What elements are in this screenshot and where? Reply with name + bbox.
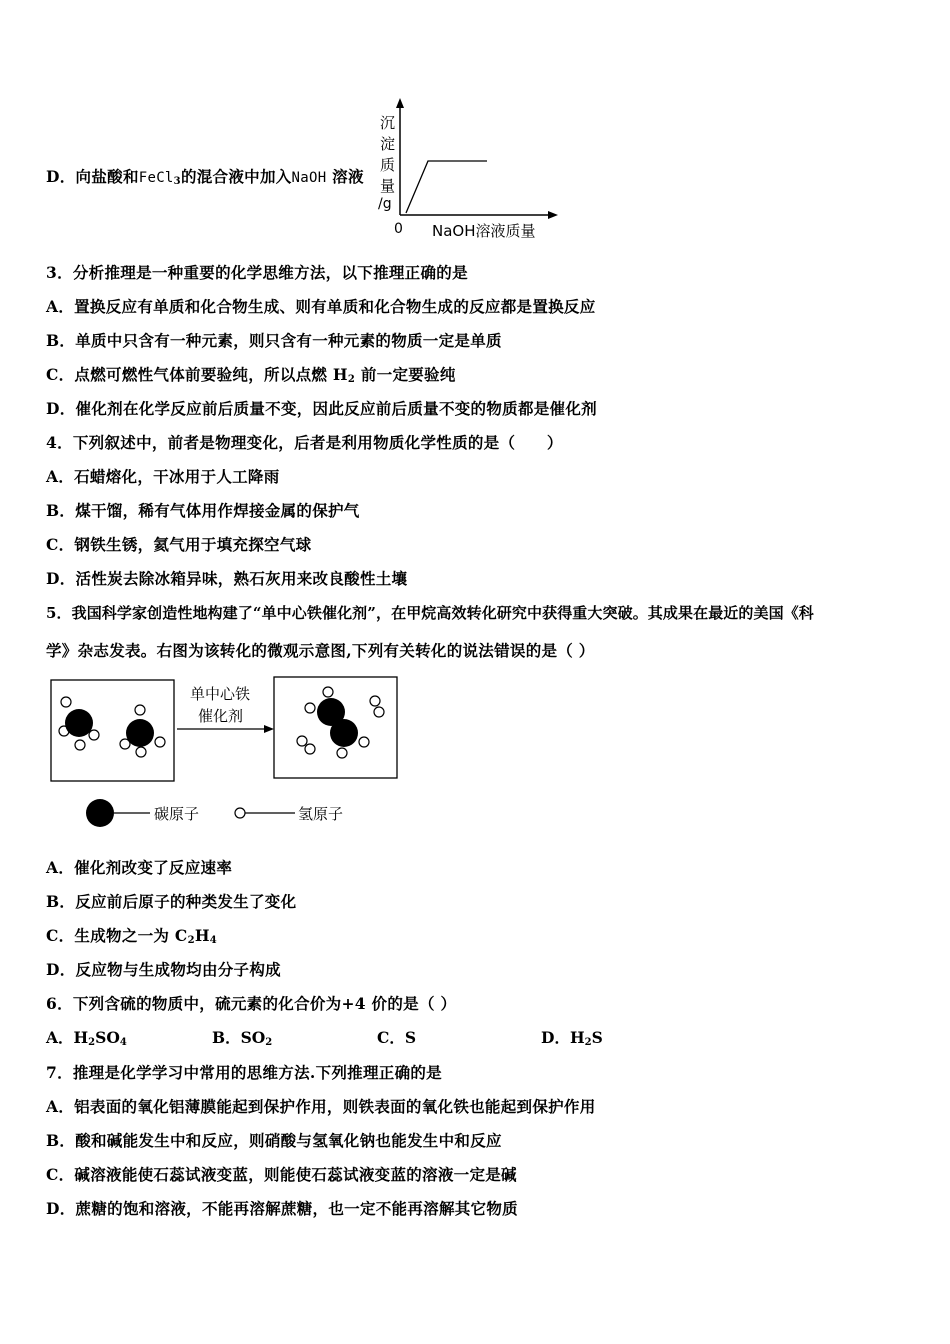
q2d-fecl-sub: 3 bbox=[173, 176, 181, 187]
q2d-naoh: NaOH bbox=[291, 170, 327, 186]
q6d-post: S bbox=[591, 1028, 603, 1047]
q2d-fecl: FeCl bbox=[138, 170, 174, 186]
q7-option-c: C．碱溶液能使石蕊试液变蓝，则能使石蕊试液变蓝的溶液一定是碱 bbox=[46, 1165, 517, 1184]
precipitate-graph bbox=[372, 95, 562, 245]
hydrogen-molecule-1 bbox=[370, 696, 384, 717]
q5-option-c bbox=[46, 924, 217, 946]
q2d-text-mid: 的混合液中加入 bbox=[180, 167, 292, 186]
graph-y-arrow bbox=[396, 98, 404, 108]
q4-option-b: B．煤干馏，稀有气体用作焊接金属的保护气 bbox=[46, 501, 360, 520]
q6a-sub1: 2 bbox=[88, 1037, 96, 1048]
legend-carbon-label: 碳原子 bbox=[154, 805, 200, 823]
methane-molecule-2 bbox=[120, 705, 165, 757]
q4-option-d: D．活性炭去除冰箱异味，熟石灰用来改良酸性土壤 bbox=[46, 569, 408, 588]
q5-option-a: A．催化剂改变了反应速率 bbox=[46, 858, 233, 877]
graph-curve bbox=[406, 161, 487, 213]
methane-molecule-1 bbox=[59, 697, 99, 750]
q2d-text-prefix: D．向盐酸和 bbox=[46, 167, 139, 186]
graph-x-arrow bbox=[548, 211, 558, 219]
q3-option-a: A．置换反应有单质和化合物生成、则有单质和化合物生成的反应都是置换反应 bbox=[46, 297, 596, 316]
reaction-arrow-head bbox=[264, 725, 274, 733]
q7-stem: 7．推理是化学学习中常用的思维方法.下列推理正确的是 bbox=[46, 1063, 442, 1082]
graph-ylabel-3: 质 bbox=[380, 156, 396, 174]
q5-option-b: B．反应前后原子的种类发生了变化 bbox=[46, 892, 297, 911]
q3-option-c bbox=[46, 363, 456, 385]
q5-stem-line1: 5．我国科学家创造性地构建了“单中心铁催化剂”，在甲烷高效转化研究中获得重大突破。其成果在最近的美国《科 bbox=[46, 604, 814, 622]
q7-option-a: A．铝表面的氧化铝薄膜能起到保护作用，则铁表面的氧化铁也能起到保护作用 bbox=[46, 1097, 596, 1116]
q5c-sub2: 4 bbox=[209, 935, 218, 946]
graph-ylabel-2: 淀 bbox=[380, 135, 396, 153]
q3-option-b: B．单质中只含有一种元素，则只含有一种元素的物质一定是单质 bbox=[46, 331, 502, 350]
q6a-mid: SO bbox=[95, 1028, 120, 1047]
q4-stem: 4．下列叙述中，前者是物理变化，后者是利用物质化学性质的是（ ） bbox=[46, 433, 563, 452]
q6-option-b bbox=[212, 1026, 272, 1048]
q5c-sub1: 2 bbox=[187, 935, 195, 946]
q3-option-d: D．催化剂在化学反应前后质量不变，因此反应前后质量不变的物质都是催化剂 bbox=[46, 399, 597, 418]
q4-option-a: A．石蜡熔化，干冰用于人工降雨 bbox=[46, 467, 280, 486]
graph-xlabel: NaOH溶液质量 bbox=[432, 222, 536, 240]
q3c-pre: C．点燃可燃性气体前要验纯，所以点燃 H bbox=[46, 365, 348, 384]
q6-option-d bbox=[541, 1026, 603, 1048]
legend-carbon-icon bbox=[86, 799, 114, 827]
arrow-label-1: 单中心铁 bbox=[190, 685, 251, 703]
reaction-diagram bbox=[50, 672, 410, 842]
q6-stem: 6．下列含硫的物质中，硫元素的化合价为+4 价的是（ ） bbox=[46, 994, 457, 1013]
q6a-pre: A．H bbox=[46, 1028, 89, 1047]
q7-option-b: B．酸和碱能发生中和反应，则硝酸与氢氧化钠也能发生中和反应 bbox=[46, 1131, 502, 1150]
legend-hydrogen-icon bbox=[235, 808, 245, 818]
arrow-label-2: 催化剂 bbox=[198, 707, 244, 725]
q2-option-d bbox=[46, 165, 364, 187]
graph-origin: 0 bbox=[394, 221, 403, 237]
q7-option-d: D．蔗糖的饱和溶液，不能再溶解蔗糖，也一定不能再溶解其它物质 bbox=[46, 1199, 518, 1218]
q6-option-a bbox=[46, 1026, 127, 1048]
q5c-mid: H bbox=[194, 926, 210, 945]
q6d-pre: D．H bbox=[541, 1028, 585, 1047]
q2d-text-suffix: 溶液 bbox=[326, 167, 364, 186]
q6d-sub: 2 bbox=[584, 1037, 592, 1048]
q3c-post: 前一定要验纯 bbox=[355, 365, 456, 384]
q3-stem: 3．分析推理是一种重要的化学思维方法，以下推理正确的是 bbox=[46, 263, 468, 282]
q5-stem-line2: 学》杂志发表。右图为该转化的微观示意图,下列有关转化的说法错误的是（ ） bbox=[46, 641, 595, 660]
graph-ylabel-unit: /g bbox=[378, 196, 392, 212]
graph-ylabel-1: 沉 bbox=[380, 114, 396, 132]
legend-hydrogen-label: 氢原子 bbox=[298, 805, 344, 823]
q6b-sub: 2 bbox=[265, 1037, 273, 1048]
hydrogen-molecule-2 bbox=[297, 736, 315, 754]
q4-option-c: C．钢铁生锈，氦气用于填充探空气球 bbox=[46, 535, 312, 554]
q6b-pre: B．SO bbox=[212, 1028, 266, 1047]
graph-ylabel-4: 量 bbox=[380, 177, 396, 195]
q5-option-d: D．反应物与生成物均由分子构成 bbox=[46, 960, 281, 979]
q5c-pre: C．生成物之一为 C bbox=[46, 926, 188, 945]
q6a-sub2: 4 bbox=[119, 1037, 127, 1048]
q3c-sub: 2 bbox=[347, 374, 356, 385]
q6-option-c: C．S bbox=[377, 1028, 417, 1047]
